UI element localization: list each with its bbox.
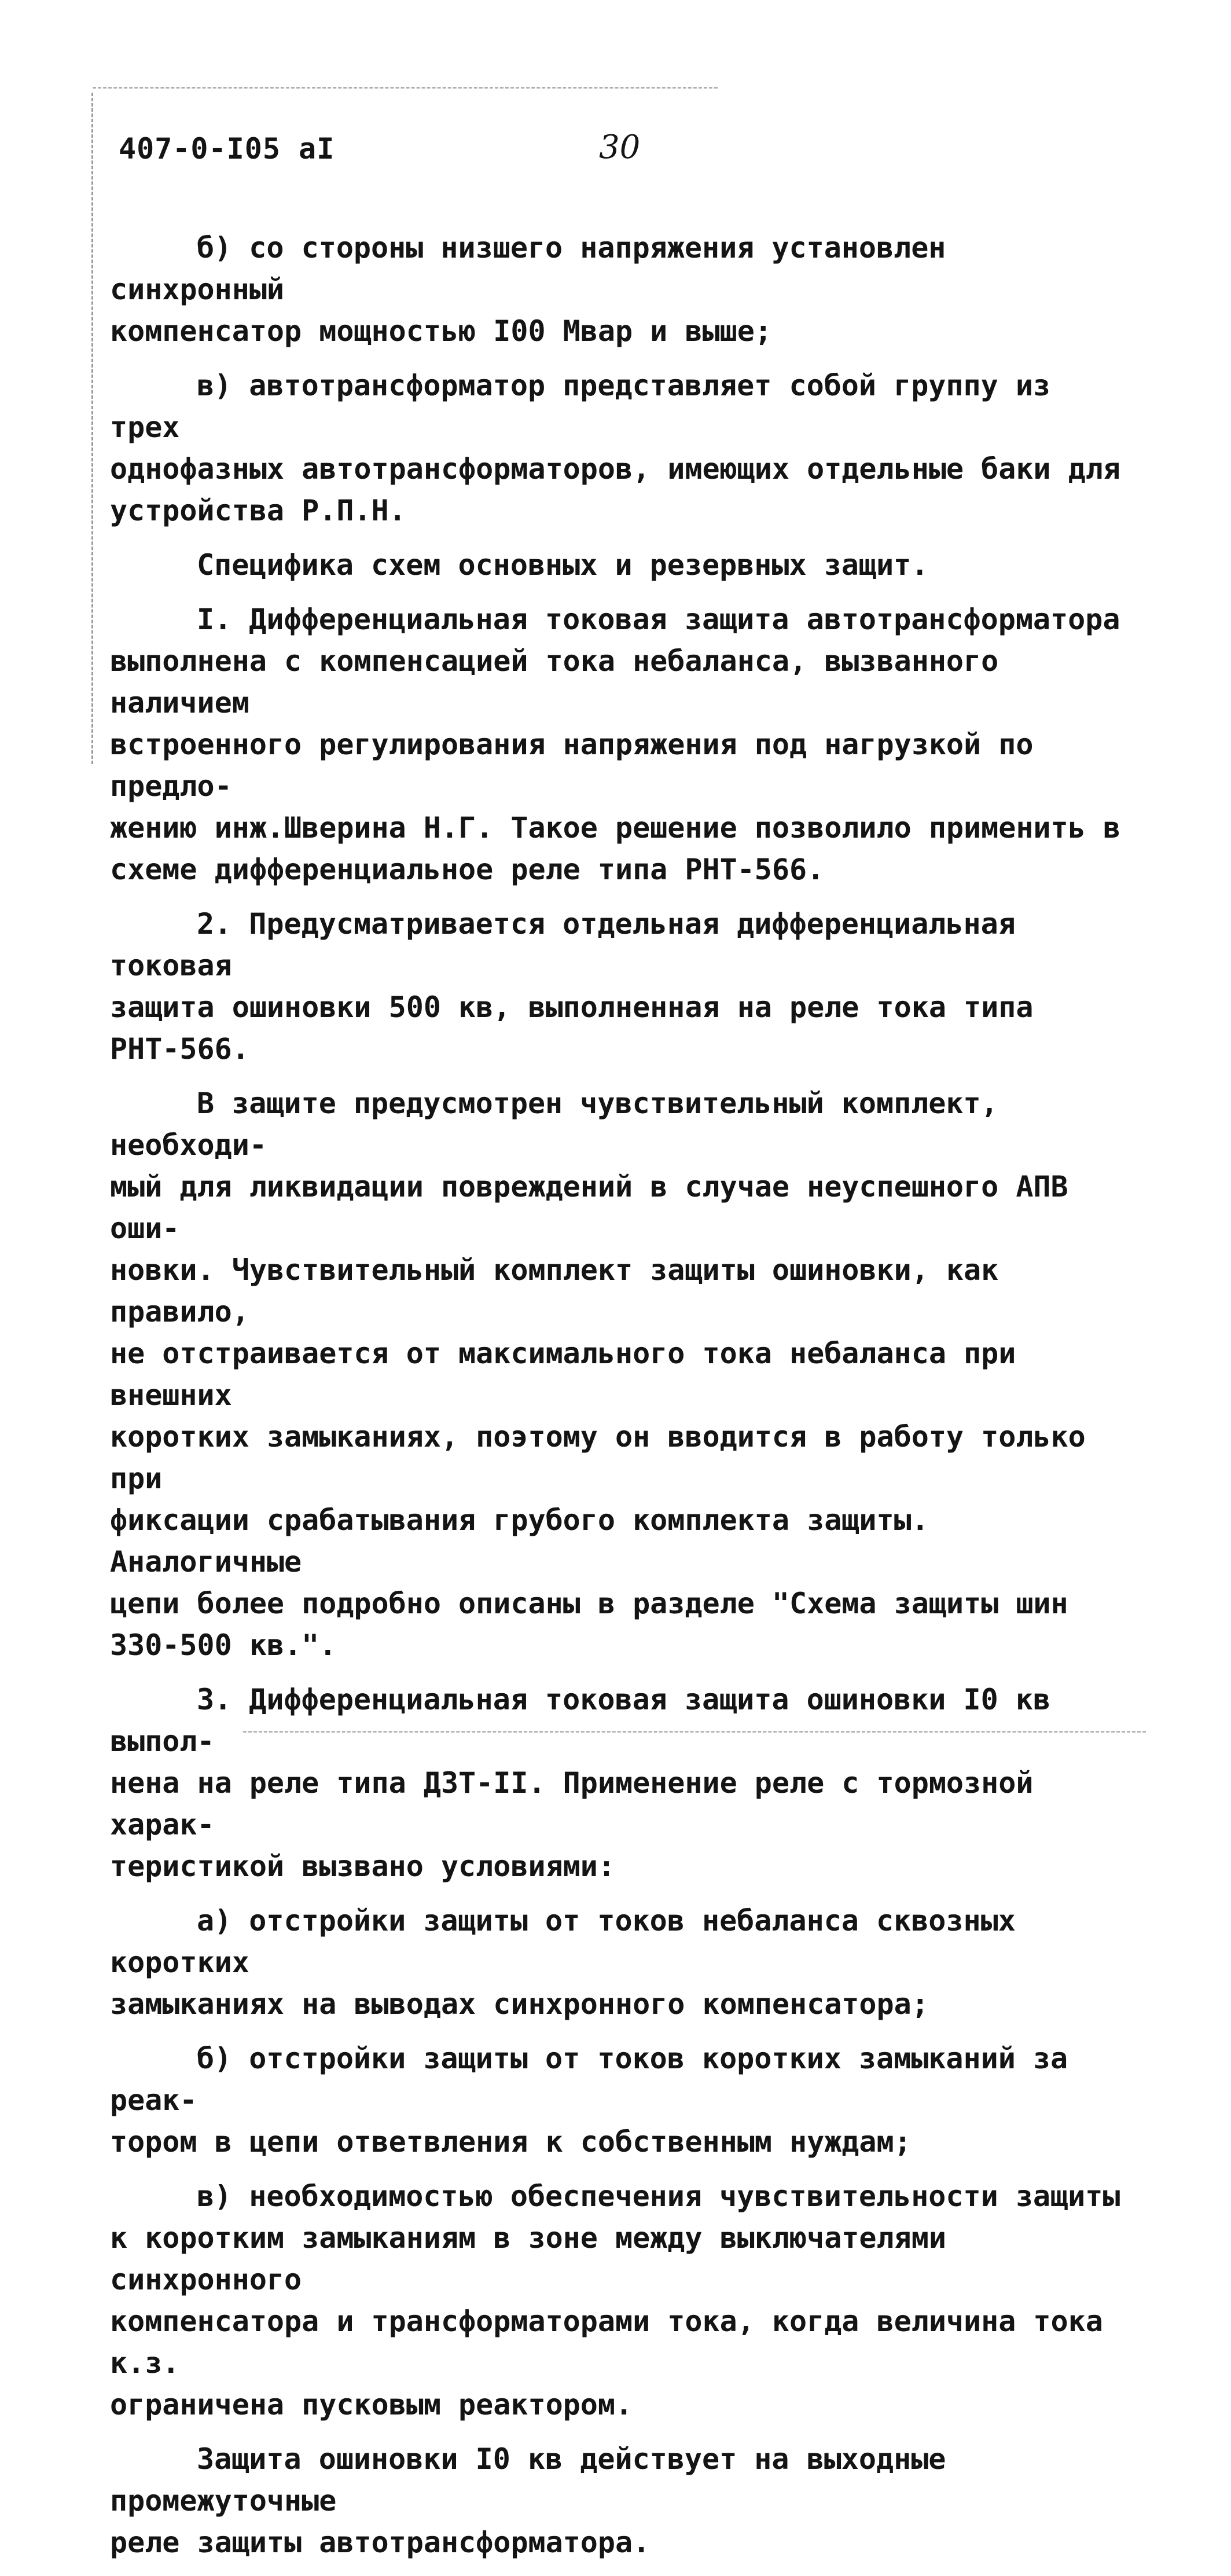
paragraph-item-b: б) со стороны низшего напряжения установлен синхронный компенсатор мощностью I00 Мвар и выше; — [110, 231, 946, 348]
section-heading: Специфика схем основных и резервных защит. — [197, 548, 929, 582]
paragraph-item-v: в) автотрансформатор представляет собой группу из трех однофазных автотрансформаторов, имеющих отдельные баки для устройства Р.П.Н. — [110, 369, 1120, 527]
paragraph-final: Защита ошиновки I0 кв действует на выходные промежуточные реле защиты автотрансформатора. — [110, 2442, 946, 2559]
paragraph-1: I. Дифференциальная токовая защита автотрансформатора выполнена с компенсацией тока небаланса, вызванного наличием встроенного регулирования напряжения под нагрузкой по предло- жению инж.Шверина Н.Г. Такое решение позволило применить в схеме дифференциальное реле типа РНТ-566. — [110, 603, 1120, 886]
paragraph-condition-v: в) необходимостью обеспечения чувствительности защиты к коротким замыканиям в зоне между выключателями синхронного компенсатора и трансформаторами тока, когда величина тока к.з. ограничена пусковым реактором. — [110, 2179, 1120, 2421]
scan-left-edge — [91, 93, 93, 764]
paragraph-condition-a: а) отстройки защиты от токов небаланса сквозных коротких замыканиях на выводах синхронного компенсатора; — [110, 1904, 1016, 2021]
page-number: 30 — [599, 129, 641, 166]
paragraph-2: 2. Предусматривается отдельная дифференциальная токовая защита ошиновки 500 кв, выполненная на реле тока типа РНТ-566. — [110, 907, 1034, 1066]
body-text — [110, 227, 1129, 2576]
paragraph-3: 3. Дифференциальная токовая защита ошиновки I0 кв выпол- нена на реле типа ДЗТ-II. Применение реле с тормозной харак- теристикой вызвано условиями: — [110, 1683, 1051, 1883]
scan-top-edge — [93, 87, 718, 89]
paragraph-condition-b: б) отстройки защиты от токов коротких замыканий за реак- тором в цепи ответвления к собственным нуждам; — [110, 2042, 1068, 2159]
scan-bottom-edge — [243, 1731, 1146, 1733]
paragraph-sensitive-set: В защите предусмотрен чувствительный комплект, необходи- мый для ликвидации повреждений в случае неуспешного АПВ оши- новки. Чувствительный комплект защиты ошиновки, как правило, не отстраивается от максимального тока небаланса при внешних коротких замыканиях, поэтому он вводится в работу только при фиксации срабатывания грубого комплекта защиты. Аналогичные цепи более подробно описаны в разделе "Схема защиты шин 330-500 кв.". — [110, 1087, 1086, 1662]
document-code: 407-0-I05 aI — [119, 132, 335, 166]
